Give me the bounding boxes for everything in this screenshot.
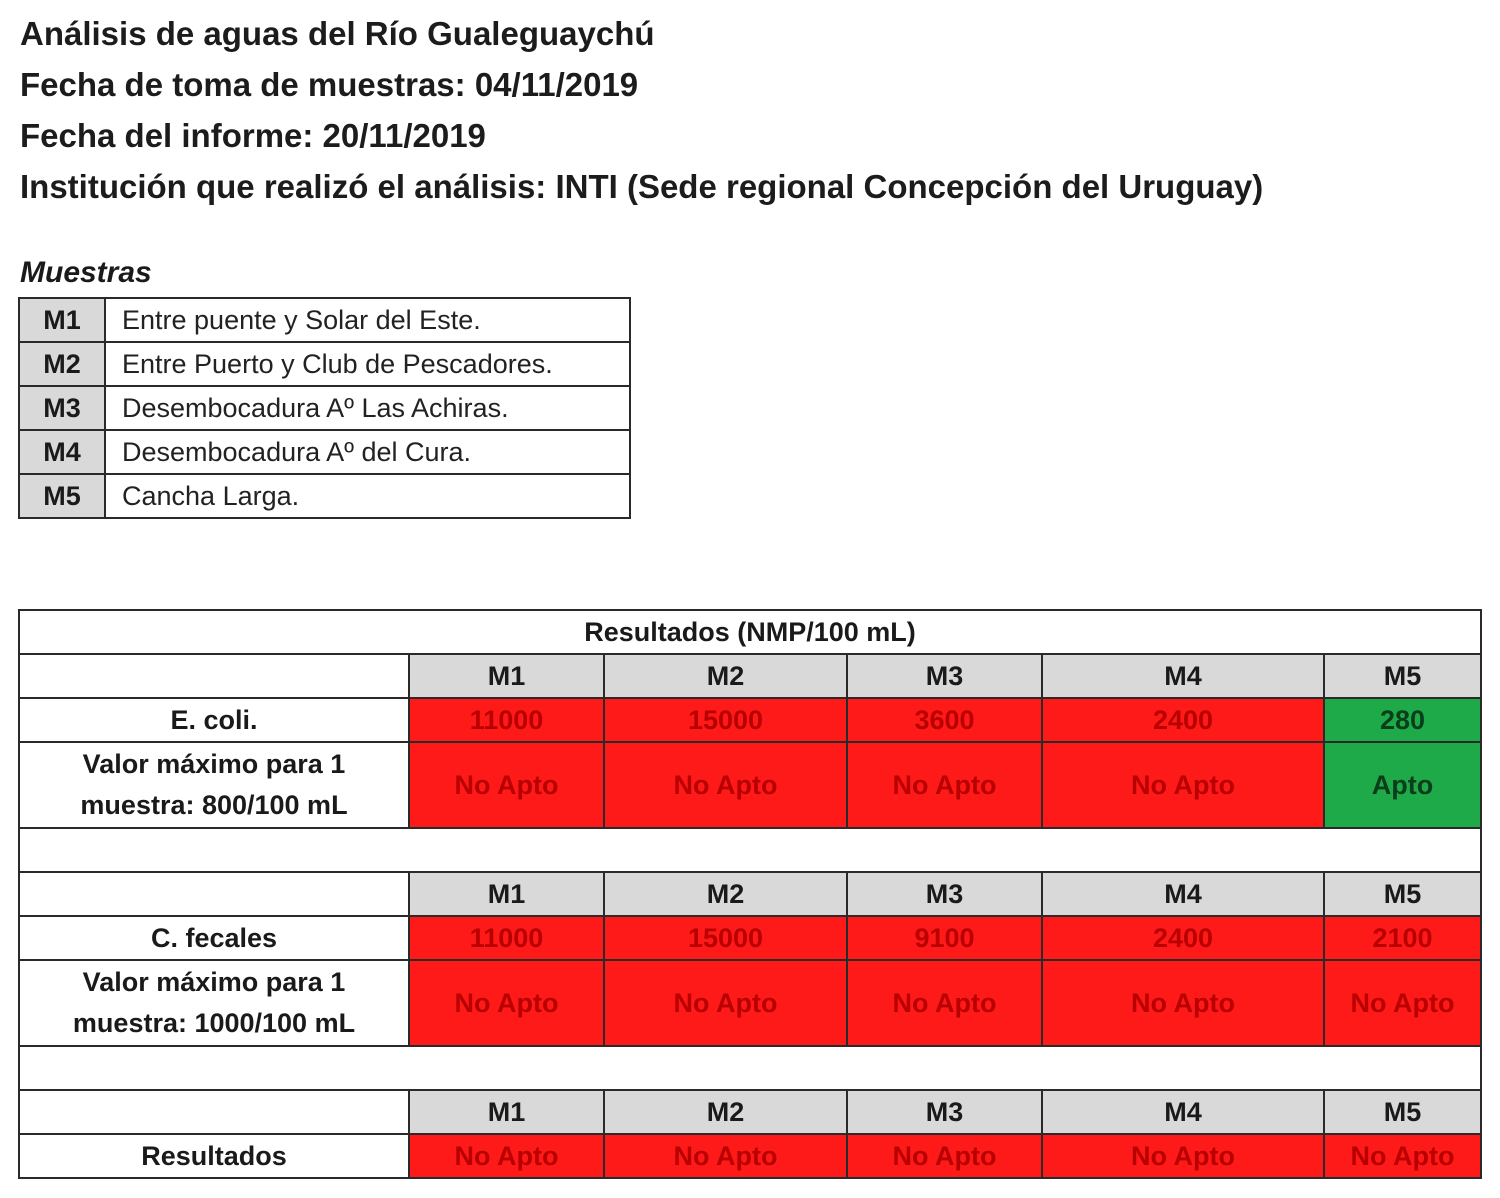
sample-date: Fecha de toma de muestras: 04/11/2019 [20,66,639,103]
report-title: Análisis de aguas del Río Gualeguaychú [20,15,655,52]
results-title-row [19,610,1481,654]
fecales-value: 2400 [1042,916,1324,960]
column-header-row [19,654,1481,698]
fecales-verdict: No Apto [604,960,847,1046]
spacer-row [19,828,1481,872]
limit-label-line: Valor máximo para 1 [82,749,346,779]
sample-description: Entre puente y Solar del Este. [105,298,630,342]
ecoli-label: E. coli. [19,698,409,742]
spacer-row [19,1046,1481,1090]
fecales-value: 15000 [604,916,847,960]
ecoli-value: 280 [1324,698,1481,742]
column-header: M1 [409,1090,604,1134]
sample-description: Desembocadura Aº Las Achiras. [105,386,630,430]
sample-code: M4 [19,430,105,474]
column-header: M4 [1042,872,1324,916]
fecales-values-row [19,916,1481,960]
ecoli-value: 2400 [1042,698,1324,742]
limit-label-line: muestra: 1000/100 mL [72,1008,356,1038]
institution: Institución que realizó el análisis: INTI (Sede regional Concepción del Uruguay) [20,168,1264,205]
final-verdict: No Apto [409,1134,604,1178]
final-results-label: Resultados [19,1134,409,1178]
ecoli-verdict: No Apto [847,742,1042,828]
fecales-label: C. fecales [19,916,409,960]
results-table [18,609,1482,1179]
column-header: M2 [604,872,847,916]
ecoli-value: 3600 [847,698,1042,742]
final-verdict: No Apto [604,1134,847,1178]
empty-cell [19,872,409,916]
sample-code: M2 [19,342,105,386]
sample-code: M1 [19,298,105,342]
sample-row [19,342,630,386]
sample-row [19,430,630,474]
empty-cell [19,1090,409,1134]
ecoli-value: 11000 [409,698,604,742]
column-header: M4 [1042,1090,1324,1134]
final-results-row [19,1134,1481,1178]
limit-label-line: Valor máximo para 1 [82,967,346,997]
ecoli-limit-label [19,742,409,828]
column-header: M3 [847,654,1042,698]
report-header [20,8,1263,212]
sample-code: M5 [19,474,105,518]
results-title: Resultados (NMP/100 mL) [19,610,1481,654]
column-header: M5 [1324,654,1481,698]
fecales-verdict: No Apto [409,960,604,1046]
column-header: M1 [409,872,604,916]
spacer-cell [19,828,1481,872]
fecales-limit-label [19,960,409,1046]
ecoli-values-row [19,698,1481,742]
ecoli-verdict: Apto [1324,742,1481,828]
fecales-value: 11000 [409,916,604,960]
column-header: M3 [847,1090,1042,1134]
spacer-cell [19,1046,1481,1090]
limit-label-line: muestra: 800/100 mL [80,790,348,820]
sample-description: Desembocadura Aº del Cura. [105,430,630,474]
column-header: M2 [604,654,847,698]
sample-row [19,386,630,430]
ecoli-verdict: No Apto [604,742,847,828]
sample-code: M3 [19,386,105,430]
final-verdict: No Apto [1324,1134,1481,1178]
column-header: M5 [1324,1090,1481,1134]
final-verdict: No Apto [847,1134,1042,1178]
column-header-row [19,1090,1481,1134]
empty-cell [19,654,409,698]
ecoli-value: 15000 [604,698,847,742]
column-header-row [19,872,1481,916]
column-header: M5 [1324,872,1481,916]
fecales-value: 9100 [847,916,1042,960]
ecoli-verdict: No Apto [1042,742,1324,828]
fecales-verdict-row [19,960,1481,1046]
samples-table [18,297,631,519]
column-header: M2 [604,1090,847,1134]
ecoli-verdict: No Apto [409,742,604,828]
sample-row [19,474,630,518]
fecales-verdict: No Apto [1324,960,1481,1046]
sample-description: Entre Puerto y Club de Pescadores. [105,342,630,386]
column-header: M3 [847,872,1042,916]
column-header: M1 [409,654,604,698]
sample-description: Cancha Larga. [105,474,630,518]
samples-title: Muestras [20,256,152,289]
fecales-verdict: No Apto [847,960,1042,1046]
column-header: M4 [1042,654,1324,698]
report-date: Fecha del informe: 20/11/2019 [20,117,486,154]
fecales-verdict: No Apto [1042,960,1324,1046]
sample-row [19,298,630,342]
final-verdict: No Apto [1042,1134,1324,1178]
fecales-value: 2100 [1324,916,1481,960]
ecoli-verdict-row [19,742,1481,828]
